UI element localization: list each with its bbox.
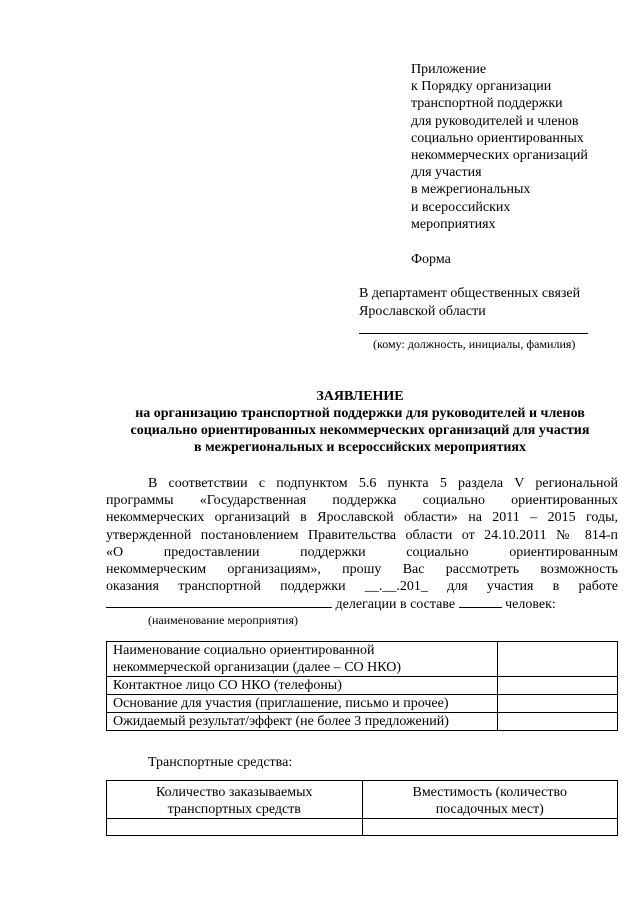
event-name-hint: (наименование мероприятия): [148, 613, 298, 627]
table-cell-value[interactable]: [498, 695, 618, 713]
cell-text: некоммерческой организации (далее – СО НКО): [113, 660, 402, 675]
people-text: человек:: [505, 597, 556, 613]
table-cell-label: [107, 642, 498, 677]
table-cell-label: Ожидаемый результат/эффект (не более 3 предложений): [107, 713, 498, 731]
table-cell-value[interactable]: [498, 642, 618, 677]
table-cell-label: Основание для участия (приглашение, письмо и прочее): [107, 695, 498, 713]
table-row: [107, 695, 618, 713]
cell-text: Количество заказываемых: [156, 785, 313, 800]
appendix-line: для руководителей и членов: [411, 113, 579, 129]
addressee-line2: Ярославской области: [359, 304, 486, 319]
table-header-cell: [107, 781, 363, 819]
cell-text: Вместимость (количество: [412, 785, 567, 800]
document-subtitle-3: в межрегиональных и всероссийских мероприятиях: [194, 440, 526, 455]
appendix-line: мероприятиях: [411, 216, 496, 232]
form-label: Форма: [411, 252, 451, 267]
table-row: [107, 819, 618, 836]
appendix-line: для участия: [411, 165, 482, 181]
body-line: «О предоставлении поддержки социально ориентированным: [106, 544, 618, 560]
appendix-line: социально ориентированных: [411, 130, 584, 146]
body-line: оказания транспортной поддержки __.__.201_ для участия в работе: [106, 579, 618, 595]
addressee-blank-line: [359, 333, 588, 334]
addressee-hint: (кому: должность, инициалы, фамилия): [373, 337, 576, 351]
table-cell-label: Контактное лицо СО НКО (телефоны): [107, 677, 498, 695]
cell-text: транспортных средств: [167, 802, 301, 817]
body-last-line: [106, 595, 618, 612]
table-cell-value[interactable]: [498, 677, 618, 695]
body-line: утвержденной постановлением Правительства области от 24.10.2011 № 814-п: [106, 527, 618, 543]
table-header-row: [107, 781, 618, 819]
body-line: В соответствии с подпунктом 5.6 пункта 5 раздела V региональной: [148, 476, 618, 491]
event-name-blank[interactable]: [106, 595, 332, 608]
document-subtitle-2: социально ориентированных некоммерческих организаций для участия: [130, 423, 590, 438]
body-line: некоммерческих организаций в Ярославской области» на 2011 – 2015 годы,: [106, 510, 618, 526]
appendix-line: в межрегиональных: [411, 182, 531, 198]
document-title: ЗАЯВЛЕНИЕ: [316, 389, 404, 404]
table-cell-value[interactable]: [107, 819, 363, 836]
body-line: программы «Государственная поддержка социально ориентированных: [106, 493, 618, 509]
addressee-line1: В департамент общественных связей: [359, 286, 581, 301]
appendix-line: к Порядку организации: [411, 79, 552, 95]
appendix-block: [411, 61, 588, 233]
appendix-line: и всероссийских: [411, 199, 511, 215]
body-line: некоммерческим организациям», прошу Вас рассмотреть возможность: [106, 561, 618, 577]
cell-text: посадочных мест): [435, 802, 544, 817]
appendix-line: Приложение: [411, 62, 487, 77]
appendix-line: некоммерческих организаций: [411, 147, 588, 163]
appendix-line: транспортной поддержки: [411, 96, 563, 112]
addressee-block: [359, 285, 580, 321]
body-paragraph: [106, 475, 618, 613]
table-header-cell: [362, 781, 618, 819]
transport-table: [106, 780, 618, 836]
table-row: [107, 713, 618, 731]
delegation-text: делегации в составе: [335, 597, 456, 613]
cell-text: Наименование социально ориентированной: [113, 643, 375, 658]
people-count-blank[interactable]: [459, 595, 502, 608]
table-cell-value[interactable]: [362, 819, 618, 836]
table-cell-value[interactable]: [498, 713, 618, 731]
table-row: [107, 677, 618, 695]
document-subtitle-1: на организацию транспортной поддержки для руководителей и членов: [135, 406, 585, 421]
table-row: [107, 642, 618, 677]
transport-label: Транспортные средства:: [148, 755, 293, 770]
organization-info-table: [106, 641, 618, 731]
